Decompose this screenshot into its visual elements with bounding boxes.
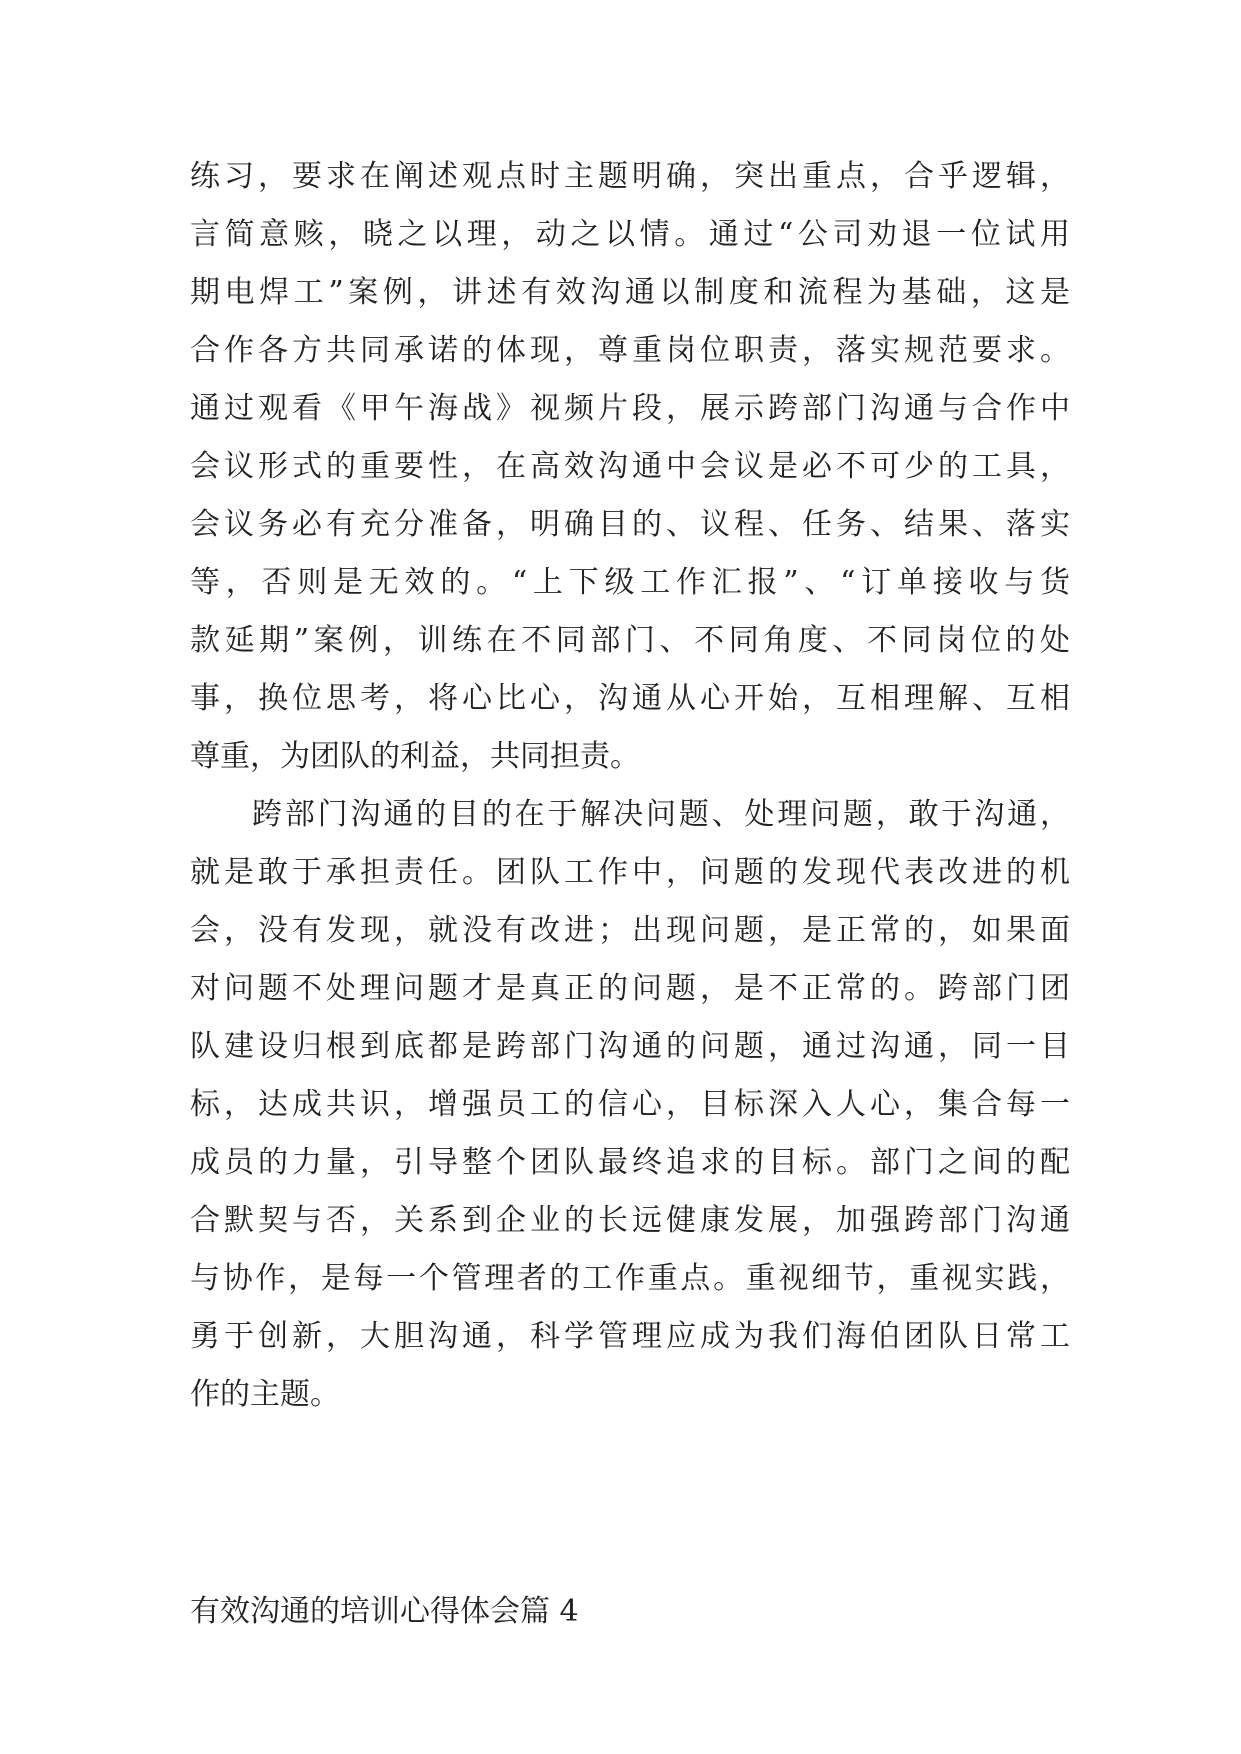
paragraph-line: 言简意赅，晓之以理，动之以情。通过“公司劝退一位试用	[190, 217, 1070, 252]
paragraph-line: 期电焊工”案例，讲述有效沟通以制度和流程为基础，这是	[190, 275, 1070, 310]
paragraph-line: 会，没有发现，就没有改进；出现问题，是正常的，如果面	[190, 913, 1070, 948]
paragraph-line: 跨部门沟通的目的在于解决问题、处理问题，敢于沟通，	[252, 797, 1070, 832]
paragraph-line: 成员的力量，引导整个团队最终追求的目标。部门之间的配	[190, 1145, 1070, 1180]
paragraph-line: 作的主题。	[190, 1377, 340, 1412]
paragraph-line: 队建设归根到底都是跨部门沟通的问题，通过沟通，同一目	[190, 1029, 1070, 1064]
paragraph-line: 练习，要求在阐述观点时主题明确，突出重点，合乎逻辑，	[190, 159, 1070, 194]
paragraph-line: 标，达成共识，增强员工的信心，目标深入人心，集合每一	[190, 1087, 1070, 1122]
paragraph-line: 款延期”案例，训练在不同部门、不同角度、不同岗位的处	[190, 623, 1070, 658]
paragraph-line: 合作各方共同承诺的体现，尊重岗位职责，落实规范要求。	[190, 333, 1070, 368]
paragraph-line: 通过观看《甲午海战》视频片段，展示跨部门沟通与合作中	[190, 391, 1070, 426]
paragraph-line: 事，换位思考，将心比心，沟通从心开始，互相理解、互相	[190, 681, 1070, 716]
paragraph-line: 会议务必有充分准备，明确目的、议程、任务、结果、落实	[190, 507, 1070, 542]
paragraph-line: 对问题不处理问题才是真正的问题，是不正常的。跨部门团	[190, 971, 1070, 1006]
paragraph-line: 就是敢于承担责任。团队工作中，问题的发现代表改进的机	[190, 855, 1070, 890]
paragraph-2	[190, 796, 1070, 1434]
paragraph-line: 等，否则是无效的。“上下级工作汇报”、“订单接收与货	[190, 565, 1070, 600]
paragraph-1	[190, 158, 1070, 796]
body-text	[190, 158, 1070, 1434]
paragraph-line: 与协作，是每一个管理者的工作重点。重视细节，重视实践，	[190, 1261, 1070, 1296]
paragraph-line: 尊重，为团队的利益，共同担责。	[190, 739, 640, 774]
section-heading: 有效沟通的培训心得体会篇 4	[190, 1594, 579, 1629]
paragraph-line: 合默契与否，关系到企业的长远健康发展，加强跨部门沟通	[190, 1203, 1070, 1238]
paragraph-line: 勇于创新，大胆沟通，科学管理应成为我们海伯团队日常工	[190, 1319, 1070, 1354]
paragraph-line: 会议形式的重要性，在高效沟通中会议是必不可少的工具，	[190, 449, 1070, 484]
